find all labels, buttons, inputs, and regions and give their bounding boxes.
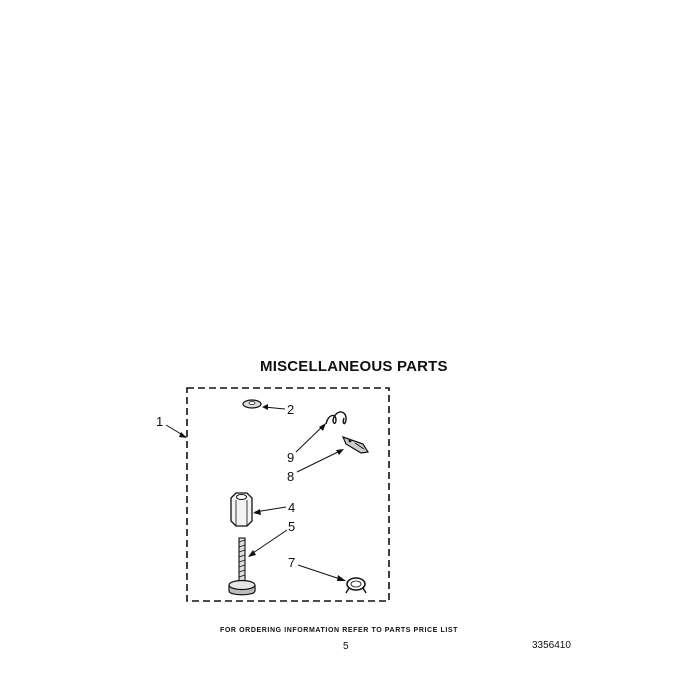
callout-5: 5 xyxy=(288,519,296,534)
leader-9 xyxy=(296,425,324,452)
leader-8 xyxy=(297,450,342,472)
washer-part xyxy=(243,400,261,408)
bracket-part xyxy=(343,437,368,453)
callout-7: 7 xyxy=(288,555,296,570)
leveling-leg-part xyxy=(229,538,255,595)
arrowhead-8 xyxy=(336,449,344,455)
page-number: 5 xyxy=(343,641,349,652)
arrowhead-4 xyxy=(253,509,261,515)
arrowhead-7 xyxy=(337,575,346,581)
page-title: MISCELLANEOUS PARTS xyxy=(260,358,448,375)
leader-5 xyxy=(250,530,287,555)
callout-4: 4 xyxy=(288,500,296,515)
spring-clip-part xyxy=(326,412,346,424)
hex-spacer-part xyxy=(231,493,252,526)
arrowhead-9 xyxy=(319,423,326,431)
callout-9: 9 xyxy=(287,450,295,465)
arrowhead-5 xyxy=(248,550,256,557)
arrowhead-2 xyxy=(262,404,268,410)
callout-8: 8 xyxy=(287,469,295,484)
callout-1: 1 xyxy=(156,414,164,429)
leader-7 xyxy=(298,565,343,580)
clamp-ring-part xyxy=(346,578,366,593)
ordering-note: FOR ORDERING INFORMATION REFER TO PARTS PRICE LIST xyxy=(220,627,459,634)
document-part-number: 3356410 xyxy=(532,640,571,651)
callout-2: 2 xyxy=(287,402,295,417)
arrowhead-1 xyxy=(179,432,187,438)
